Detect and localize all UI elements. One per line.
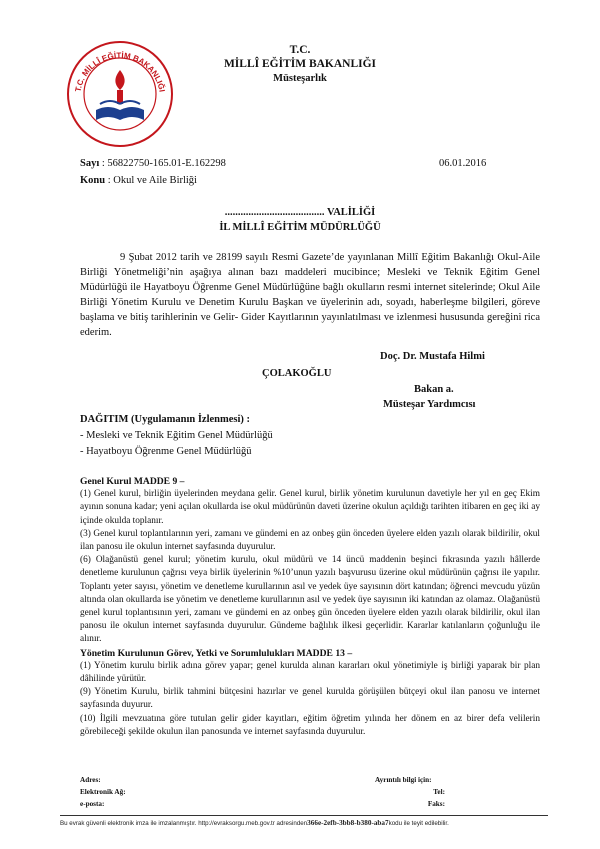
konu-label: Konu bbox=[80, 175, 106, 186]
ministry-logo bbox=[66, 40, 174, 148]
footer-ayrintili: Ayrıntılı bilgi için: bbox=[375, 776, 432, 784]
konu-row bbox=[80, 175, 197, 186]
sayi-label: Sayı bbox=[80, 158, 100, 169]
document-date: 06.01.2016 bbox=[439, 158, 487, 169]
sayi-row bbox=[80, 158, 226, 169]
signer-title2: Müsteşar Yardımcısı bbox=[383, 399, 476, 410]
distribution-title: DAĞITIM (Uygulamanın İzlenmesi) : bbox=[80, 414, 251, 425]
signer-name-line1: Doç. Dr. Mustafa Hilmi bbox=[380, 351, 485, 362]
verification-line bbox=[60, 819, 560, 827]
svg-text:T.C. MİLLÎ EĞİTİM BAKANLIĞI: T.C. MİLLÎ EĞİTİM BAKANLIĞI bbox=[73, 50, 167, 93]
articles-section bbox=[80, 475, 540, 739]
footer-elektronik-ag: Elektronik Ağ: bbox=[80, 788, 126, 796]
header-unit: Müsteşarlık bbox=[273, 73, 327, 84]
signer-title1: Bakan a. bbox=[414, 384, 454, 395]
article-9-title: Genel Kurul MADDE 9 – bbox=[80, 476, 185, 487]
footer-faks: Faks: bbox=[427, 800, 445, 808]
distribution-item: - Hayatboyu Öğrenme Genel Müdürlüğü bbox=[80, 446, 252, 457]
article-9-paragraph-6: (6) Olağanüstü genel kurul; yönetim kurulu, okul müdürü ve 14 üncü maddenin beşinci fıkrasında yazılı hâllerde denetleme kurulunun çağrısı veya birlik üyelerinin %10’unun yazılı başvurusu üzerine okul müdürünün çağrısı ile yapılır. Toplantı yeter sayısı, yönetim ve denetleme kurullarının asıl ve yedek üye sayısının dört katından; öğrenci mevcudu yüzün altında olan okullarda ise yönetim ve denetleme kurullarının asıl ve yedek üye sayısının iki katından az olamaz. Olağanüstü genel kurul toplantısının yeri, zamanı ve gündemi en az onbeş gün önceden üyelere elden yazılı olarak bildirilir, okul ilan panosu ile okulun internet sayfasında duyurulur. Gündeme bağlılık ilkesi geçerlidir. Kararlar katılanların çoğunluğu ile alınır. bbox=[80, 555, 540, 645]
footer-adres: Adres: bbox=[80, 776, 101, 784]
verification-code: 366e-2efb-3bb8-b380-aba7 bbox=[307, 819, 389, 827]
distribution-item: - Mesleki ve Teknik Eğitim Genel Müdürlüğü bbox=[80, 430, 273, 441]
footer-divider bbox=[60, 815, 548, 816]
verification-suffix: kodu ile teyit edilebilir. bbox=[388, 820, 449, 827]
header-ministry: MİLLÎ EĞİTİM BAKANLIĞI bbox=[223, 58, 377, 70]
article-13-paragraph-9: (9) Yönetim Kurulu, birlik tahmini bütçesini hazırlar ve genel kurulda görüşülen bütçeyi okul ilan panosu ve internet sayfasında duyurur. bbox=[80, 687, 540, 711]
verification-text: Bu evrak güvenli elektronik imza ile imzalanmıştır. http://evraksorgu.meb.gov.tr adresinden bbox=[60, 820, 308, 827]
konu-value: : Okul ve Aile Birliği bbox=[107, 175, 197, 186]
article-13-paragraph-10: (10) İlgili mevzuatına göre tutulan gelir gider kayıtları, eğitim öğretim yılında her dönem en az birer defa velilerin görebileceği şekilde okulun ilan panosunda ve internet sayfasında duyurulur. bbox=[80, 713, 540, 737]
sayi-value: : 56822750-165.01-E.162298 bbox=[101, 158, 226, 169]
recipient-line2: İL MİLLÎ EĞİTİM MÜDÜRLÜĞÜ bbox=[219, 222, 381, 233]
article-9-paragraph-3: (3) Genel kurul toplantılarının yeri, zamanı ve gündemi en az onbeş gün önceden üyelere elden yazılı olarak bildirilir, okul ilan panosu ile okulun internet sayfasında duyurulur. bbox=[80, 528, 540, 553]
signer-name-line2: ÇOLAKOĞLU bbox=[262, 368, 332, 379]
footer-tel: Tel: bbox=[433, 788, 445, 796]
body-paragraph: 9 Şubat 2012 tarih ve 28199 sayılı Resmi Gazete’de yayınlanan Millî Eğitim Bakanlığı Okul-Aile Birliği Yönetmeliği’nin aşağıya alınan bazı maddeleri mucibince; Mesleki ve Teknik Eğitim Genel Müdürlüğü ile Hayatboyu Öğrenme Genel Müdürlüğüne bağlı okulların resmi internet sitelerinde; Okul Aile Birliği Yönetim Kurulu ve Denetim Kurulu Başkan ve üyelerinin adı, soyadı, haberleşme bilgileri, göreve başlama ve bitiş tarihlerinin ve Gelir- Gider Kayıtlarının yayınlatılması ve izlenmesi hususunda gereğini rica ederim. bbox=[80, 252, 540, 338]
footer-eposta: e-posta: bbox=[80, 800, 105, 808]
recipient-line1: ...................................... VALİLİĞİ bbox=[224, 207, 376, 218]
header-tc: T.C. bbox=[289, 44, 311, 56]
article-9-paragraph-1: (1) Genel kurul, birliğin üyelerinden meydana gelir. Genel kurul, birlik yönetim kurulunun davetiyle her yıl en geç Ekim ayının sonuna kadar; yeni açılan okullarda ise okul müdürünün daveti üzerine okulun açıldığı tarihten itibaren en geç iki ay içinde okulda toplanır. bbox=[80, 489, 540, 526]
article-13-paragraph-1: (1) Yönetim kurulu birlik adına görev yapar; genel kurulda alınan kararları okul yönetimiyle iş birliği yaparak bir plan dâhilinde yürütür. bbox=[80, 660, 540, 685]
article-13-title: Yönetim Kurulunun Görev, Yetki ve Sorumlulukları MADDE 13 – bbox=[80, 647, 353, 659]
